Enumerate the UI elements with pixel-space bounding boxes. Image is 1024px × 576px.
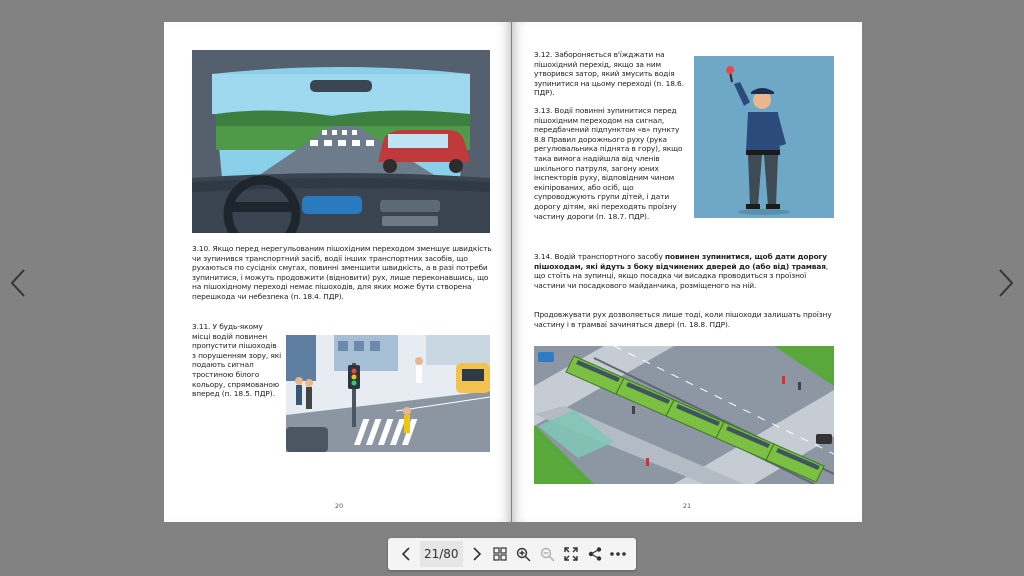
- traffic-officer-illustration: [694, 56, 834, 218]
- next-page-arrow[interactable]: [994, 266, 1018, 300]
- fullscreen-button[interactable]: [559, 541, 583, 567]
- more-button[interactable]: [606, 541, 630, 567]
- street-crossing-illustration: [286, 335, 490, 452]
- page-number-left: 20: [334, 502, 344, 510]
- paragraph-3-10: 3.10. Якщо перед нерегульованим пішохідним переходом зменшує швидкість чи зупинився транспортний засіб, водії інших транспортних засобів, що рухаються по сусідніх смугах, повинні зменшити швидкість, а в разі потреби зупинитися, і можуть продовжити (відновити) рух, лише переконавшись, що на пішохідному переході немає пішоходів, для яких може бути створена перешкода чи небезпека (п. 18.4. ПДР).: [192, 244, 492, 301]
- chevron-right-icon: [998, 268, 1014, 298]
- paragraph-3-14-emphasis: повинен зупинитися, щоб дати дорогу пішоходам, які йдуть з боку відчинених дверей до (або від) трамвая: [534, 252, 828, 271]
- paragraph-continue: Продовжувати рух дозволяється лише тоді, коли пішоходи залишать проїзну частину і в трамваї зачиняться двері (п. 18.8. ПДР).: [534, 310, 832, 329]
- toolbar-next-button[interactable]: [465, 541, 489, 567]
- car-interior-illustration: [192, 50, 490, 233]
- zoom-in-icon: [516, 547, 531, 562]
- fullscreen-icon: [564, 547, 578, 561]
- zoom-out-icon: [540, 547, 555, 562]
- toolbar-prev-button[interactable]: [394, 541, 418, 567]
- paragraph-3-11: 3.11. У будь-якому місці водій повинен пропустити пішоходів з порушенням зору, які подають сигнал тростиною білого кольору, спрямованою вперед (п. 18.5. ПДР).: [192, 322, 282, 399]
- grid-icon: [493, 547, 507, 561]
- flipbook[interactable]: [164, 22, 862, 522]
- viewer-toolbar: [388, 538, 636, 570]
- paragraph-3-14: [534, 252, 834, 290]
- chevron-left-icon: [10, 268, 26, 298]
- share-icon: [588, 547, 602, 561]
- paragraph-3-14-lead: 3.14. Водій транспортного засобу: [534, 252, 665, 261]
- paragraph-3-14-tail: , що стоїть на зупинці, якщо посадка чи висадка проводиться з проїзної частини чи посадкового майданчика, розміщеного на ній.: [534, 261, 829, 290]
- chevron-left-icon: [401, 547, 411, 561]
- zoom-out-button[interactable]: [536, 541, 560, 567]
- zoom-in-button[interactable]: [512, 541, 536, 567]
- page-counter[interactable]: 21/80: [420, 541, 463, 567]
- chevron-right-icon: [472, 547, 482, 561]
- right-page: [512, 22, 862, 522]
- more-icon: [610, 552, 626, 556]
- thumbnails-button[interactable]: [489, 541, 513, 567]
- page-number-right: 21: [682, 502, 692, 510]
- paragraph-3-13: 3.13. Водії повинні зупинитися перед пішохідним переходом на сигнал, передбачений підпунктом «в» пункту 8.8 Правил дорожнього руху (рука регулювальника піднята в гору), якщо така вимога надійшла від членів шкільного патруля, загону юних інспекторів руху, відповідним чином екіпірованих, або осіб, що супроводжують групи дітей, і дати дорогу дітям, які переходять проїзну частину дороги (п. 18.7. ПДР).: [534, 106, 683, 221]
- prev-page-arrow[interactable]: [6, 266, 30, 300]
- paragraph-3-12: 3.12. Забороняється в'їжджати на пішохідний перехід, якщо за ним утворився затор, який змусить водія зупинитися на цьому переході (п. 18.6. ПДР).: [534, 50, 684, 98]
- left-page: [164, 22, 511, 522]
- tram-stop-illustration: [534, 346, 834, 484]
- share-button[interactable]: [583, 541, 607, 567]
